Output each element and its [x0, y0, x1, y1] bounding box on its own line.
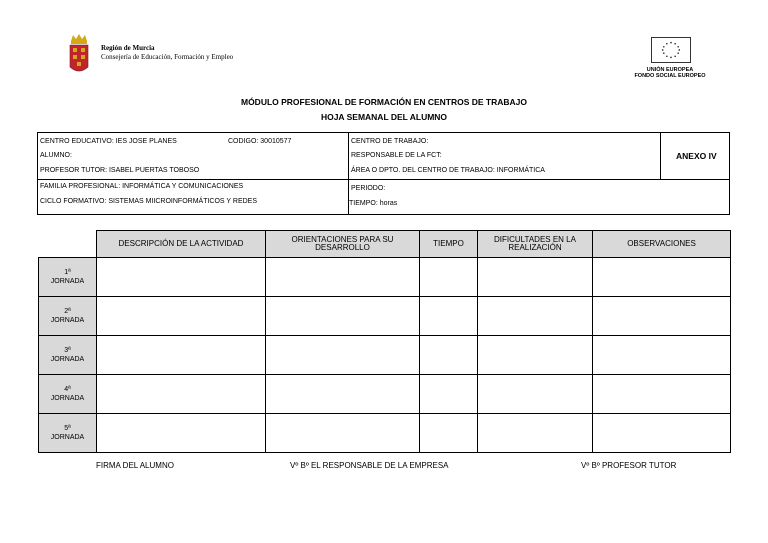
title-sheet: HOJA SEMANAL DEL ALUMNO	[320, 112, 448, 122]
weekly-activity-table	[38, 230, 731, 453]
cell-descripcion[interactable]	[97, 297, 266, 336]
jornada-label	[39, 336, 97, 375]
jornada-number: 3ª	[64, 347, 71, 354]
jornada-label	[39, 375, 97, 414]
firma-alumno: FIRMA DEL ALUMNO	[96, 461, 174, 470]
cell-tiempo[interactable]	[420, 336, 478, 375]
info-box	[37, 132, 730, 215]
column-header: DESCRIPCIÓN DE LA ACTIVIDAD	[97, 231, 266, 258]
jornada-number: 2ª	[64, 308, 71, 315]
title-module: MÓDULO PROFESIONAL DE FORMACIÓN EN CENTROS DE TRABAJO	[240, 97, 528, 107]
org-department: Consejería de Educación, Formación y Empleo	[101, 53, 234, 61]
cell-tiempo[interactable]	[420, 375, 478, 414]
area-departamento: ÁREA O DPTO. DEL CENTRO DE TRABAJO: INFORMÁTICA	[351, 167, 545, 174]
jornada-label	[39, 258, 97, 297]
jornada-label	[39, 297, 97, 336]
jornada-text: JORNADA	[50, 356, 85, 363]
info-divider-left	[38, 179, 348, 180]
anexo-label: ANEXO IV	[676, 151, 717, 161]
table-row	[39, 336, 731, 375]
eu-line-2: FONDO SOCIAL EUROPEO	[634, 73, 706, 79]
jornada-label	[39, 414, 97, 453]
column-header: ORIENTACIONES PARA SU DESARROLLO	[266, 231, 420, 258]
cell-orientaciones[interactable]	[266, 297, 420, 336]
eu-line-1: UNIÓN EUROPEA	[646, 67, 694, 73]
tiempo-field: TIEMPO: horas	[349, 200, 398, 207]
cell-tiempo[interactable]	[420, 258, 478, 297]
jornada-text: JORNADA	[50, 317, 85, 324]
familia-profesional: FAMILIA PROFESIONAL: INFORMÁTICA Y COMUNICACIONES	[40, 183, 244, 190]
vb-responsable-empresa: Vº Bº EL RESPONSABLE DE LA EMPRESA	[290, 461, 449, 470]
column-header: TIEMPO	[420, 231, 478, 258]
ciclo-formativo: CICLO FORMATIVO: SISTEMAS MIICROINFORMÁTICOS Y REDES	[40, 198, 258, 205]
table-corner	[39, 231, 97, 258]
cell-descripcion[interactable]	[97, 375, 266, 414]
cell-dificultades[interactable]	[478, 336, 593, 375]
vb-profesor-tutor: Vº Bº PROFESOR TUTOR	[581, 461, 677, 470]
table-row	[39, 297, 731, 336]
centro-educativo: CENTRO EDUCATIVO: IES JOSE PLANES	[40, 138, 177, 145]
cell-descripcion[interactable]	[97, 414, 266, 453]
jornada-text: JORNADA	[50, 278, 85, 285]
cell-descripcion[interactable]	[97, 336, 266, 375]
table-row	[39, 375, 731, 414]
jornada-text: JORNADA	[50, 434, 85, 441]
cell-orientaciones[interactable]	[266, 375, 420, 414]
codigo-centro: CODIGO: 30010577	[228, 138, 292, 145]
cell-tiempo[interactable]	[420, 297, 478, 336]
org-name: Región de Murcia	[101, 44, 155, 52]
jornada-number: 5ª	[64, 425, 71, 432]
jornada-text: JORNADA	[50, 395, 85, 402]
centro-trabajo: CENTRO DE TRABAJO:	[351, 138, 429, 145]
cell-orientaciones[interactable]	[266, 258, 420, 297]
cell-dificultades[interactable]	[478, 375, 593, 414]
jornada-number: 4ª	[64, 386, 71, 393]
table-header-row	[39, 231, 731, 258]
cell-dificultades[interactable]	[478, 258, 593, 297]
cell-descripcion[interactable]	[97, 258, 266, 297]
column-header: OBSERVACIONES	[593, 231, 731, 258]
eu-text	[612, 67, 728, 79]
table-row	[39, 414, 731, 453]
cell-orientaciones[interactable]	[266, 336, 420, 375]
cell-observaciones[interactable]	[593, 297, 731, 336]
cell-observaciones[interactable]	[593, 258, 731, 297]
periodo-field: PERIODO:	[351, 185, 386, 192]
cell-dificultades[interactable]	[478, 297, 593, 336]
info-divider-right	[348, 179, 729, 180]
cell-observaciones[interactable]	[593, 336, 731, 375]
eu-flag-icon	[651, 37, 691, 63]
region-murcia-crest-icon	[68, 33, 90, 75]
column-header: DIFICULTADES EN LA REALIZACIÓN	[478, 231, 593, 258]
jornada-number: 1ª	[64, 269, 71, 276]
cell-observaciones[interactable]	[593, 375, 731, 414]
alumno-field: ALUMNO:	[40, 152, 72, 159]
cell-observaciones[interactable]	[593, 414, 731, 453]
cell-tiempo[interactable]	[420, 414, 478, 453]
table-row	[39, 258, 731, 297]
org-block	[101, 44, 233, 62]
anexo-divider	[660, 133, 661, 180]
cell-orientaciones[interactable]	[266, 414, 420, 453]
responsable-fct: RESPONSABLE DE LA FCT:	[351, 152, 442, 159]
profesor-tutor: PROFESOR TUTOR: ISABEL PUERTAS TOBOSO	[40, 167, 200, 174]
cell-dificultades[interactable]	[478, 414, 593, 453]
